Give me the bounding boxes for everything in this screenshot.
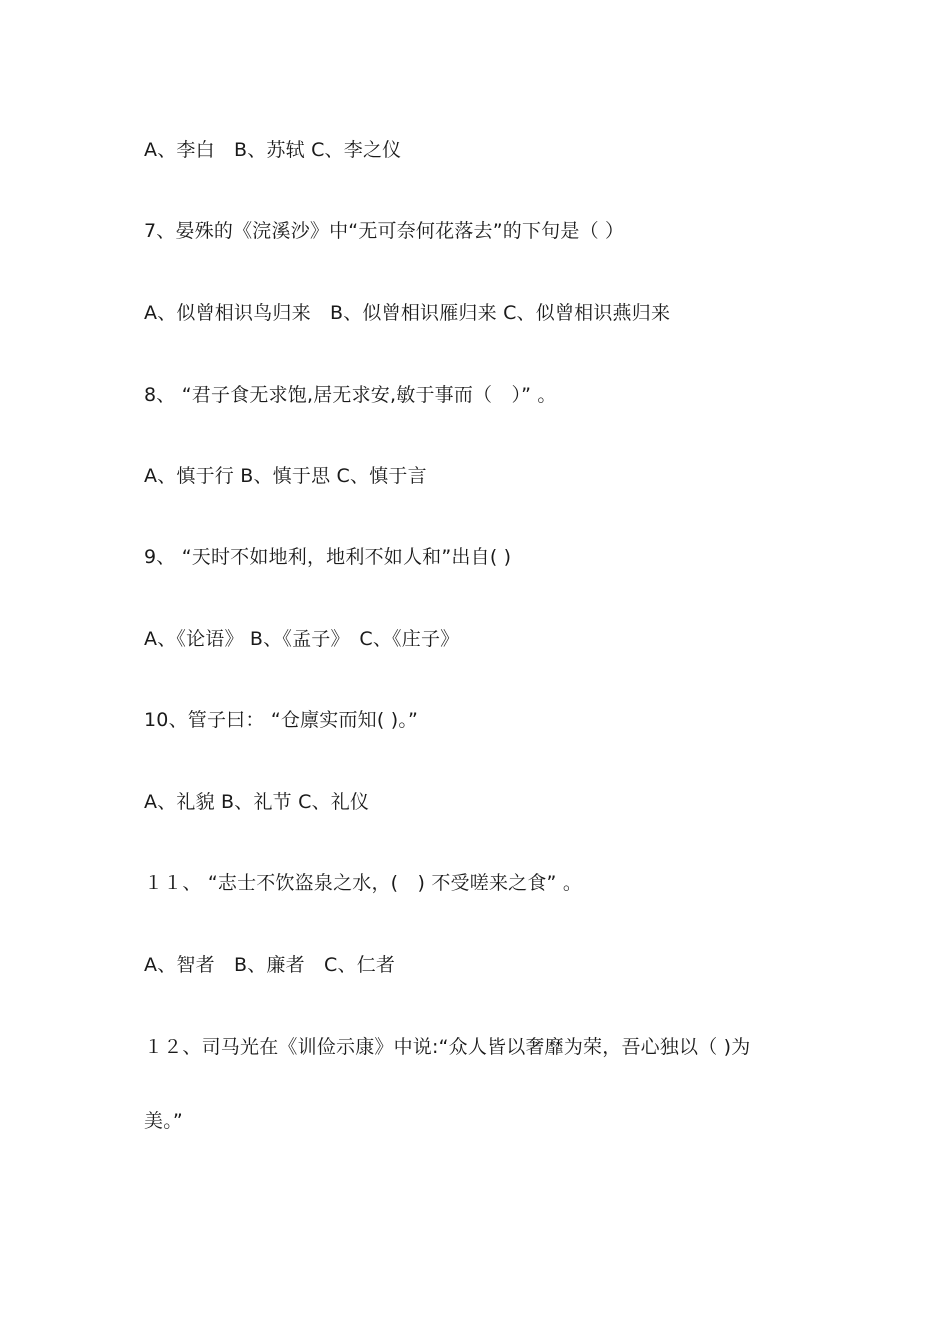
question-12: １２、司马光在《训俭示康》中说:“众人皆以奢靡为荣，吾心独以（ )为: [144, 1036, 751, 1058]
question-7: 7、晏殊的《浣溪沙》中“无可奈何花落去”的下句是（ ）: [144, 220, 625, 242]
answer-options-10: A、礼貌 B、礼节 C、礼仪: [144, 791, 370, 813]
answer-options-11: A、智者 B、廉者 C、仁者: [144, 954, 396, 976]
answer-options-7: A、似曾相识鸟归来 B、似曾相识雁归来 C、似曾相识燕归来: [144, 302, 671, 324]
answer-options-9: A、《论语》 B、《孟子》 C、《庄子》: [144, 628, 460, 650]
answer-options-8: A、慎于行 B、慎于思 C、慎于言: [144, 465, 427, 487]
question-9: 9、 “天时不如地利，地利不如人和”出自( ): [144, 546, 512, 568]
answer-options-6: A、李白 B、苏轼 C、李之仪: [144, 139, 402, 161]
question-8: 8、 “君子食无求饱,居无求安,敏于事而（ ）” 。: [144, 384, 557, 406]
question-10: 10、管子曰： “仓廪实而知( )。”: [144, 709, 419, 731]
question-11: １１、 “志士不饮盗泉之水，( ) 不受嗟来之食” 。: [144, 872, 583, 894]
question-12-continuation: 美。”: [144, 1110, 183, 1132]
